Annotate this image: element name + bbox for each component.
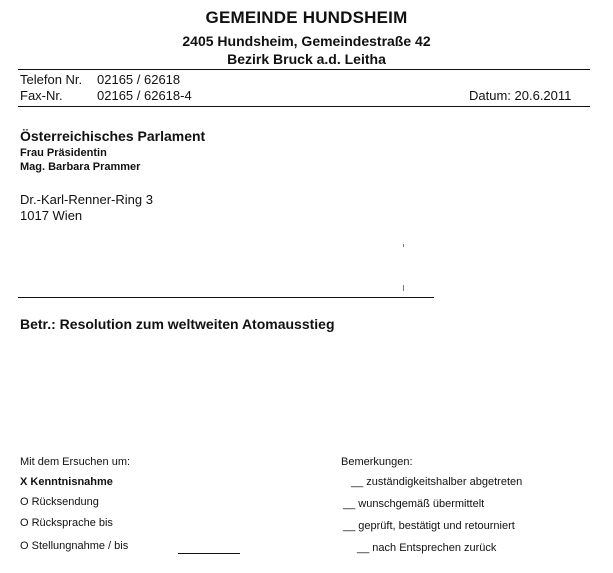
address-window-rule	[18, 297, 434, 298]
letterhead-address-line2: Bezirk Bruck a.d. Leitha	[227, 51, 386, 67]
fax-label: Fax-Nr.	[20, 88, 63, 103]
remark-item: __ nach Entsprechen zurück	[357, 542, 497, 554]
remark-item: __ zuständigkeitshalber abgetreten	[351, 476, 523, 488]
letter-date: Datum: 20.6.2011	[469, 88, 572, 103]
scan-speck	[403, 285, 404, 291]
request-header: Mit dem Ersuchen um:	[20, 456, 131, 468]
remarks-header: Bemerkungen:	[341, 456, 413, 468]
scan-speck	[403, 244, 404, 247]
phone-value: 02165 / 62618	[97, 72, 181, 87]
header-bottom-rule	[18, 106, 590, 107]
request-option: O Stellungnahme / bis	[20, 540, 129, 552]
request-option: X Kenntnisnahme	[20, 476, 113, 488]
recipient-city: 1017 Wien	[20, 208, 83, 223]
recipient-name: Mag. Barbara Prammer	[20, 161, 141, 173]
header-top-rule	[18, 69, 590, 70]
remark-item: __ geprüft, bestätigt und retourniert	[343, 520, 515, 532]
recipient-title: Frau Präsidentin	[20, 147, 107, 159]
letterhead-address-line1: 2405 Hundsheim, Gemeindestraße 42	[182, 33, 431, 49]
request-option: O Rücksprache bis	[20, 517, 113, 529]
request-option: O Rücksendung	[20, 496, 99, 508]
remark-item: __ wunschgemäß übermittelt	[343, 498, 485, 510]
municipality-title: GEMEINDE HUNDSHEIM	[205, 8, 408, 27]
response-date-blank	[178, 553, 240, 554]
phone-label: Telefon Nr.	[20, 72, 83, 87]
recipient-organization: Österreichisches Parlament	[20, 128, 206, 144]
recipient-street: Dr.-Karl-Renner-Ring 3	[20, 192, 153, 207]
subject-line: Betr.: Resolution zum weltweiten Atomausstieg	[20, 316, 335, 332]
fax-value: 02165 / 62618-4	[97, 88, 192, 103]
